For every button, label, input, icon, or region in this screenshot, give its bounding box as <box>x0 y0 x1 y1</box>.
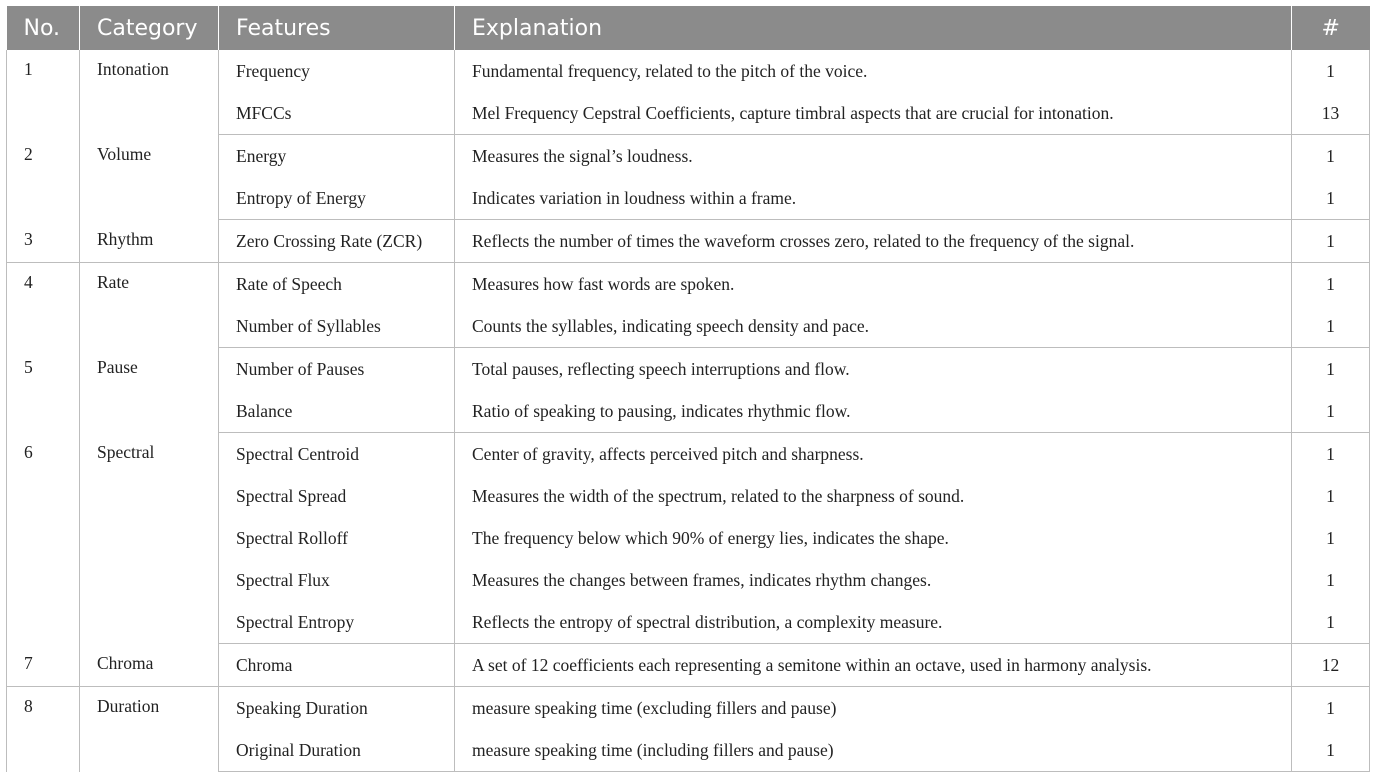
cell-feature: Balance <box>219 390 455 433</box>
cell-no: 8 <box>7 687 80 772</box>
cell-explanation: Ratio of speaking to pausing, indicates rhythmic flow. <box>455 390 1292 433</box>
cell-feature: Spectral Rolloff <box>219 517 455 559</box>
cell-feature: Energy <box>219 135 455 178</box>
cell-count: 1 <box>1292 348 1370 391</box>
table-row <box>7 263 1370 306</box>
cell-category: Spectral <box>80 433 219 644</box>
cell-explanation: Counts the syllables, indicating speech density and pace. <box>455 305 1292 348</box>
cell-feature: Spectral Spread <box>219 475 455 517</box>
cell-explanation: Measures the signal’s loudness. <box>455 135 1292 178</box>
cell-feature: Frequency <box>219 50 455 92</box>
cell-feature: Zero Crossing Rate (ZCR) <box>219 220 455 263</box>
cell-count: 1 <box>1292 559 1370 601</box>
cell-no: 1 <box>7 50 80 135</box>
cell-count: 1 <box>1292 517 1370 559</box>
cell-explanation: Fundamental frequency, related to the pitch of the voice. <box>455 50 1292 92</box>
cell-feature: Number of Syllables <box>219 305 455 348</box>
header-category: Category <box>80 6 219 50</box>
cell-explanation: Measures the changes between frames, indicates rhythm changes. <box>455 559 1292 601</box>
table-row <box>7 433 1370 476</box>
table-row <box>7 50 1370 92</box>
header-count: # <box>1292 6 1370 50</box>
cell-category: Rhythm <box>80 220 219 263</box>
table-body <box>7 50 1370 772</box>
cell-explanation: A set of 12 coefficients each representing a semitone within an octave, used in harmony analysis. <box>455 644 1292 687</box>
cell-explanation: measure speaking time (excluding fillers and pause) <box>455 687 1292 730</box>
cell-category: Intonation <box>80 50 219 135</box>
header-no: No. <box>7 6 80 50</box>
feature-table <box>6 6 1370 772</box>
cell-category: Volume <box>80 135 219 220</box>
cell-feature: Chroma <box>219 644 455 687</box>
cell-feature: Entropy of Energy <box>219 177 455 220</box>
cell-count: 12 <box>1292 644 1370 687</box>
cell-no: 2 <box>7 135 80 220</box>
cell-explanation: Total pauses, reflecting speech interruptions and flow. <box>455 348 1292 391</box>
header-explanation: Explanation <box>455 6 1292 50</box>
cell-explanation: measure speaking time (including fillers and pause) <box>455 729 1292 772</box>
cell-feature: Spectral Centroid <box>219 433 455 476</box>
cell-feature: Number of Pauses <box>219 348 455 391</box>
cell-count: 1 <box>1292 601 1370 644</box>
cell-category: Rate <box>80 263 219 348</box>
cell-explanation: Measures the width of the spectrum, related to the sharpness of sound. <box>455 475 1292 517</box>
cell-count: 1 <box>1292 135 1370 178</box>
cell-count: 1 <box>1292 220 1370 263</box>
cell-explanation: Indicates variation in loudness within a frame. <box>455 177 1292 220</box>
cell-feature: Spectral Flux <box>219 559 455 601</box>
cell-explanation: Reflects the number of times the waveform crosses zero, related to the frequency of the signal. <box>455 220 1292 263</box>
cell-count: 1 <box>1292 263 1370 306</box>
cell-feature: Speaking Duration <box>219 687 455 730</box>
cell-no: 7 <box>7 644 80 687</box>
cell-count: 1 <box>1292 433 1370 476</box>
cell-feature: Rate of Speech <box>219 263 455 306</box>
table-row <box>7 135 1370 178</box>
table-row <box>7 220 1370 263</box>
cell-explanation: Center of gravity, affects perceived pitch and sharpness. <box>455 433 1292 476</box>
cell-no: 6 <box>7 433 80 644</box>
cell-category: Duration <box>80 687 219 772</box>
cell-explanation: Mel Frequency Cepstral Coefficients, capture timbral aspects that are crucial for intonation. <box>455 92 1292 135</box>
cell-explanation: Reflects the entropy of spectral distribution, a complexity measure. <box>455 601 1292 644</box>
header-features: Features <box>219 6 455 50</box>
cell-count: 1 <box>1292 390 1370 433</box>
table-row <box>7 644 1370 687</box>
table-header <box>7 6 1370 50</box>
cell-count: 13 <box>1292 92 1370 135</box>
cell-feature: MFCCs <box>219 92 455 135</box>
cell-explanation: Measures how fast words are spoken. <box>455 263 1292 306</box>
cell-count: 1 <box>1292 475 1370 517</box>
cell-feature: Original Duration <box>219 729 455 772</box>
cell-explanation: The frequency below which 90% of energy lies, indicates the shape. <box>455 517 1292 559</box>
cell-no: 3 <box>7 220 80 263</box>
cell-feature: Spectral Entropy <box>219 601 455 644</box>
table-row <box>7 348 1370 391</box>
cell-category: Pause <box>80 348 219 433</box>
cell-count: 1 <box>1292 687 1370 730</box>
cell-no: 5 <box>7 348 80 433</box>
cell-count: 1 <box>1292 50 1370 92</box>
cell-category: Chroma <box>80 644 219 687</box>
table-row <box>7 687 1370 730</box>
cell-count: 1 <box>1292 177 1370 220</box>
header-row <box>7 6 1370 50</box>
cell-count: 1 <box>1292 729 1370 772</box>
cell-no: 4 <box>7 263 80 348</box>
feature-table-container <box>6 6 1369 772</box>
cell-count: 1 <box>1292 305 1370 348</box>
